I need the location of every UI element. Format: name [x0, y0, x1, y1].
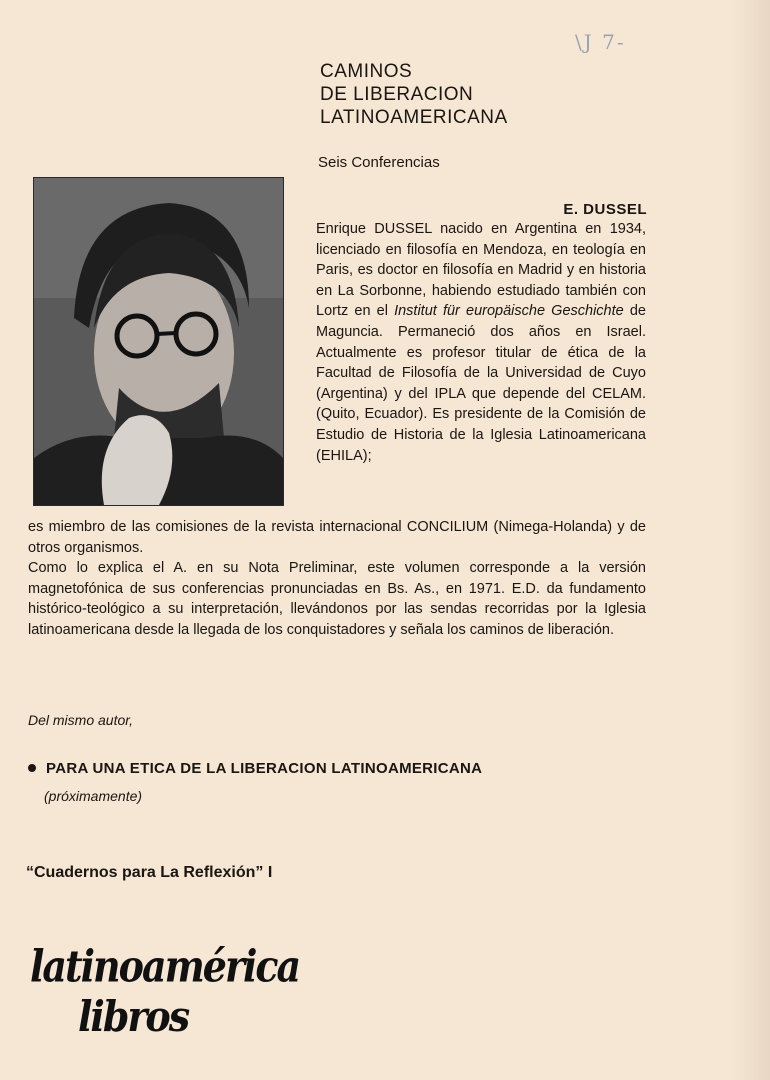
bio-text-1: Enrique DUSSEL nacido en Argentina en 1934, licenciado en filosofía en Mendoza, en teología en Paris, es doctor en filosofía en Madrid y en historia en La Sorbonne, habiendo estudiado también con Lortz en el — [316, 221, 646, 320]
institute-name: Institut für europäische Geschichte — [394, 303, 624, 320]
other-book-title: PARA UNA ETICA DE LA LIBERACION LATINOAMERICANA — [46, 760, 483, 777]
bio-paragraph-top — [316, 219, 646, 466]
title-line-3: LATINOAMERICANA — [320, 107, 508, 128]
other-book-item — [28, 760, 482, 777]
publisher-logo — [28, 930, 300, 1042]
title-line-2: DE LIBERACION — [320, 84, 474, 105]
bio-text-2: de Maguncia. Permaneció dos años en Israel. Actualmente es profesor titular de ética de la Facultad de Filosofía de la Universidad de Cuyo (Argentina) y del IPLA que depende del CELAM. (Quito, Ecuador). Es presidente de la Comisión de Estudio de Historia de la Iglesia Latinoamericana (EHILA); — [316, 303, 646, 464]
series-name: “Cuadernos para La Reflexión” I — [26, 864, 273, 881]
bio-paragraph-bottom — [28, 517, 646, 641]
bio-text-3: es miembro de las comisiones de la revista internacional CONCILIUM (Nimega-Holanda) y de otros organismos. — [28, 519, 646, 556]
other-book-note: (próximamente) — [44, 788, 143, 804]
author-portrait-image — [34, 178, 283, 505]
book-title — [320, 60, 508, 129]
logo-line-2: libros — [78, 990, 189, 1042]
corner-mark: \J 7- — [575, 30, 626, 54]
bio-text-4: Como lo explica el A. en su Nota Preliminar, este volumen corresponde a la versión magnetofónica de sus conferencias pronunciadas en Bs. As., en 1971. E.D. da fundamento histórico-teológico a su interpretación, llevándonos por las sendas recorridas por la Iglesia latinoamericana desde la llegada de los conquistadores y señala los caminos de liberación. — [28, 560, 646, 638]
subtitle: Seis Conferencias — [318, 154, 440, 171]
author-photo — [33, 177, 284, 506]
logo-line-1: latinoamérica — [30, 941, 300, 993]
paper-stain — [730, 0, 770, 1080]
author-name: E. DUSSEL — [563, 201, 647, 218]
title-line-1: CAMINOS — [320, 61, 413, 82]
same-author-label: Del mismo autor, — [28, 712, 134, 728]
bullet-icon — [28, 764, 36, 772]
